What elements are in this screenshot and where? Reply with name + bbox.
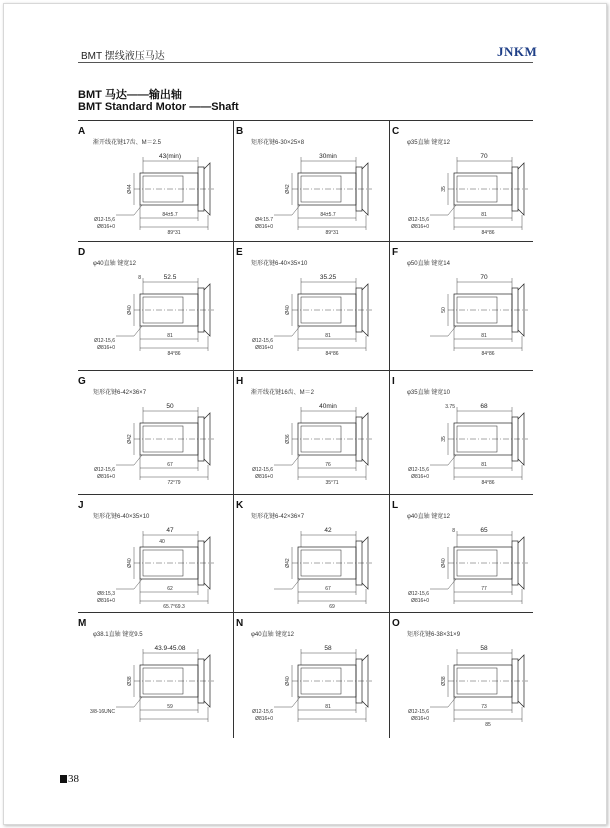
shaft-letter: I (392, 376, 395, 387)
dim-label-left: Ø44 (127, 184, 133, 194)
dim-label-left: Ø38 (441, 676, 447, 686)
dim-label-left: Ø38 (127, 676, 133, 686)
shaft-letter: C (392, 126, 400, 137)
shaft-letter: F (392, 247, 399, 258)
dim-label-top: 42 (324, 527, 332, 534)
dim-label-side1: Ø12-15,6 (408, 709, 429, 715)
shaft-spec: 矩形花键6-42×36×7 (93, 390, 147, 396)
dim-label-left: Ø40 (127, 305, 133, 315)
dim-label-side1: Ø12-15,6 (94, 338, 115, 344)
shaft-cell-b (236, 121, 384, 239)
shaft-letter: O (392, 618, 400, 629)
dim-label-side1: Ø12-15,6 (252, 338, 273, 344)
leader-line (430, 697, 456, 707)
shaft-spec: φ40直轴 键宽12 (407, 514, 450, 520)
shaft-letter: L (392, 500, 399, 511)
dim-label-bottom2: 69 (329, 604, 335, 610)
leader-line (274, 326, 300, 336)
dim-label-top: 65 (480, 527, 488, 534)
section-title-cn: BMT 马达——输出轴 (78, 89, 182, 101)
leader-line (116, 326, 142, 336)
dim-label-top: 58 (324, 645, 332, 652)
shaft-letter: N (236, 618, 244, 629)
shaft-cell-i (392, 371, 540, 489)
leader-line (430, 455, 456, 465)
dim-label-side2: Ø816+0 (411, 224, 429, 230)
dim-label-side2: Ø816+0 (97, 474, 115, 480)
dim-label-top: 58 (480, 645, 488, 652)
shaft-drawing (408, 517, 542, 612)
dim-label-topsmall: 8 (452, 528, 455, 534)
dim-label-bottom2: 72°79 (167, 480, 181, 486)
dim-label-top: 43.9-45.08 (154, 645, 186, 652)
dim-label-bottom: 81 (167, 333, 173, 339)
dim-label-bottom: 62 (167, 586, 173, 592)
shaft-cell-k (236, 495, 384, 613)
shaft-spec: 矩形花键6-30×25×8 (251, 140, 305, 146)
header-title: BMT 摆线液压马达 (81, 51, 165, 62)
dim-label-topsmall: 3.75 (445, 404, 455, 410)
shaft-letter: A (78, 126, 86, 137)
shaft-spec: φ50直轴 键宽14 (407, 261, 450, 267)
dim-label-bottom2: 84°86 (481, 351, 495, 357)
header-rule (78, 62, 533, 63)
shaft-cell-j (78, 495, 226, 613)
dim-label-bottom2: 65.7°69.3 (163, 604, 185, 610)
shaft-cell-a (78, 121, 226, 239)
dim-label-side1: Ø12-15,6 (408, 467, 429, 473)
dim-label-side2: Ø816+0 (255, 474, 273, 480)
dim-label-side2: Ø816+0 (255, 224, 273, 230)
shaft-letter: M (78, 618, 87, 629)
dim-label-side1: Ø12-15,6 (408, 217, 429, 223)
shaft-spec: φ35直轴 键宽12 (407, 140, 450, 146)
grid-divider (233, 120, 234, 738)
dim-label-bottom: 84±5.7 (320, 212, 336, 218)
dim-label-top: 47 (166, 527, 174, 534)
page-number (60, 773, 79, 785)
shaft-spec: 矩形花键6-38×31×9 (407, 632, 461, 638)
dim-label-bottom: 76 (325, 462, 331, 468)
dim-label-side2: Ø816+0 (255, 345, 273, 351)
shaft-drawing (252, 393, 386, 488)
shaft-letter: D (78, 247, 86, 258)
dim-label-side2: Ø816+0 (97, 224, 115, 230)
dim-label-top: 43(min) (158, 153, 182, 160)
dim-label-bottom: 81 (325, 333, 331, 339)
dim-label-side2: Ø816+0 (97, 345, 115, 351)
shaft-cell-d (78, 242, 226, 360)
dim-label-bottom: 81 (481, 212, 487, 218)
dim-label-bottom: 84±5.7 (162, 212, 178, 218)
dim-label-side1: Ø12-15,6 (252, 709, 273, 715)
leader-line (274, 205, 300, 215)
dim-label-top: 40min (319, 403, 337, 410)
shaft-spec: φ40直轴 键宽12 (251, 632, 294, 638)
brand-logo: JNKM (497, 44, 538, 59)
dim-label-left: Ø36 (285, 434, 291, 444)
shaft-drawing (252, 264, 386, 359)
shaft-drawing (94, 264, 228, 359)
dim-label-bottom2: 84°86 (325, 351, 339, 357)
leader-line (116, 697, 142, 707)
dim-label-bottom2: 85 (485, 722, 491, 728)
dim-label-left: Ø40 (285, 676, 291, 686)
dim-label-top: 68 (480, 403, 488, 410)
shaft-spec: 渐开线花键16齿、M＝2 (251, 390, 315, 396)
shaft-drawing (408, 143, 542, 238)
page-marker (60, 775, 67, 783)
dim-label-left: Ø42 (285, 558, 291, 568)
dim-label-side2: Ø816+0 (97, 598, 115, 604)
dim-label-left: Ø42 (127, 434, 133, 444)
dim-label-bottom: 81 (481, 333, 487, 339)
shaft-drawing (408, 635, 542, 730)
shaft-spec: φ38.1直轴 键宽9.5 (93, 632, 143, 638)
leader-line (116, 455, 142, 465)
shaft-drawing (98, 517, 228, 612)
dim-label-bottom: 77 (481, 586, 487, 592)
shaft-spec: φ35直轴 键宽10 (407, 390, 450, 396)
dim-label-top: 70 (480, 153, 488, 160)
leader-line (274, 455, 300, 465)
shaft-letter: B (236, 126, 244, 137)
dim-label-left: Ø40 (127, 558, 133, 568)
dim-label-top: 30min (319, 153, 337, 160)
dim-label-top2: 40 (159, 539, 165, 545)
grid-divider (389, 120, 390, 738)
shaft-cell-o (392, 613, 540, 731)
shaft-cell-n (236, 613, 384, 731)
dim-label-side1: Ø12-15,6 (252, 467, 273, 473)
dim-label-left: 35 (441, 436, 447, 442)
dim-label-left: 35 (441, 186, 447, 192)
dim-label-top: 50 (166, 403, 174, 410)
shaft-drawing (256, 517, 386, 612)
shaft-drawing (256, 143, 386, 238)
dim-label-side1: Ø8:15,3 (97, 591, 115, 597)
page-number-text: 38 (68, 773, 79, 785)
dim-label-bottom2: 89°31 (167, 230, 181, 236)
dim-label-bottom: 81 (481, 462, 487, 468)
dim-label-top: 52.5 (163, 274, 177, 281)
dim-label-bottom2: 35°71 (325, 480, 339, 486)
dim-label-bottom: 59 (167, 704, 173, 710)
dim-label-bottom2: 89°31 (325, 230, 339, 236)
shaft-letter: G (78, 376, 86, 387)
shaft-spec: 矩形花键6-40×35×10 (251, 261, 308, 267)
dim-label-bottom: 73 (481, 704, 487, 710)
shaft-cell-h (236, 371, 384, 489)
shaft-cell-l (392, 495, 540, 613)
shaft-spec: 矩形花键6-42×36×7 (251, 514, 305, 520)
shaft-letter: K (236, 500, 244, 511)
shaft-cell-g (78, 371, 226, 489)
dim-label-left: Ø40 (285, 305, 291, 315)
shaft-drawing (94, 393, 228, 488)
shaft-letter: J (78, 500, 84, 511)
leader-line (274, 697, 300, 707)
shaft-drawing (252, 635, 386, 730)
dim-label-left: Ø40 (441, 558, 447, 568)
dim-label-top: 70 (480, 274, 488, 281)
shaft-drawing (412, 264, 542, 359)
dim-label-bottom2: 84°86 (481, 230, 495, 236)
shaft-drawing (94, 143, 228, 238)
dim-label-bottom2: 84°86 (481, 480, 495, 486)
dim-label-bottom: 67 (325, 586, 331, 592)
section-title-en: BMT Standard Motor ——Shaft (78, 101, 239, 113)
shaft-letter: H (236, 376, 244, 387)
leader-line (430, 205, 456, 215)
leader-line (274, 579, 300, 589)
shaft-drawing (408, 393, 542, 488)
shaft-cell-c (392, 121, 540, 239)
leader-line (430, 579, 456, 589)
leader-line (430, 326, 456, 336)
shaft-cell-m (78, 613, 226, 731)
shaft-spec: 渐开线花键17齿、M＝2.5 (93, 140, 162, 146)
dim-label-left: 50 (441, 307, 447, 313)
dim-label-side2: Ø816+0 (411, 598, 429, 604)
shaft-spec: 矩形花键6-40×35×10 (93, 514, 150, 520)
shaft-cell-f (392, 242, 540, 360)
dim-label-bottom: 81 (325, 704, 331, 710)
dim-label-bottom: 67 (167, 462, 173, 468)
leader-line (116, 579, 142, 589)
dim-label-left: Ø42 (285, 184, 291, 194)
shaft-spec: φ40直轴 键宽12 (93, 261, 136, 267)
shaft-letter: E (236, 247, 243, 258)
shaft-cell-e (236, 242, 384, 360)
leader-line (116, 205, 142, 215)
dim-label-side1: Ø4:15.7 (255, 217, 273, 223)
dim-label-topsmall: 8 (138, 275, 141, 281)
dim-label-side2: Ø816+0 (255, 716, 273, 722)
dim-label-side2: Ø816+0 (411, 474, 429, 480)
dim-label-top: 35.25 (319, 274, 337, 281)
dim-label-side1: Ø12-15,6 (408, 591, 429, 597)
dim-label-bottom2: 84°86 (167, 351, 181, 357)
dim-label-side1: Ø12-15,6 (94, 217, 115, 223)
dim-label-side2: Ø816+0 (411, 716, 429, 722)
dim-label-side1: Ø12-15,6 (94, 467, 115, 473)
dim-label-side1: 3/8-16UNC (89, 709, 115, 715)
